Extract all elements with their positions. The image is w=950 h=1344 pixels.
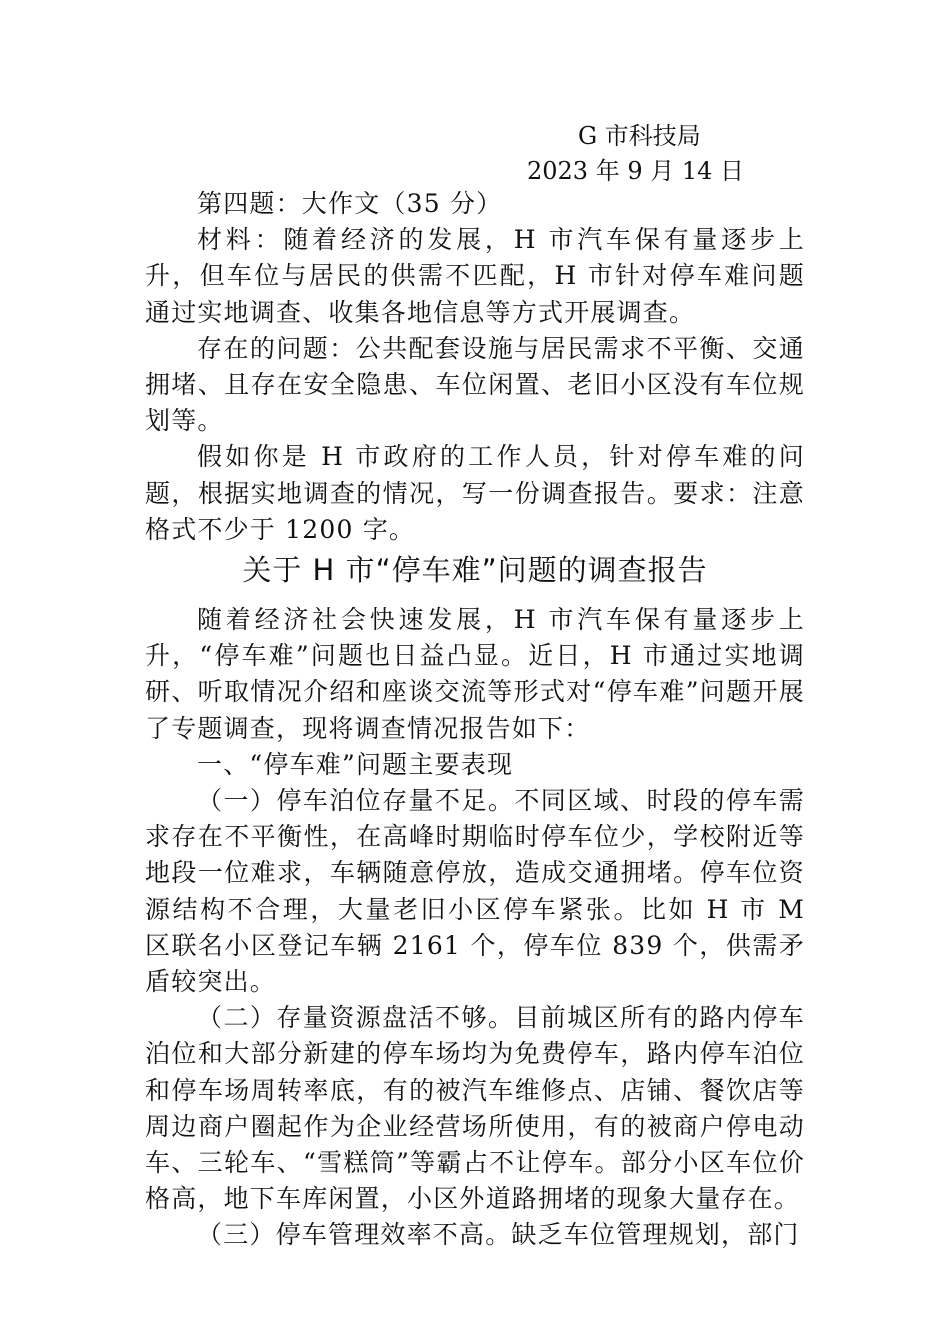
- question-heading: 第四题：大作文（35 分）: [197, 189, 503, 218]
- report-title: 关于 H 市“停车难”问题的调查报告: [242, 553, 708, 587]
- report-item-1: （一）停车泊位存量不足。不同区域、时段的停车需求存在不平衡性，在高峰时期临时停车位少，学校附近等地段一位难求，车辆随意停放，造成交通拥堵。停车位资源结构不合理，大量老旧小区停车紧张。比如 H 市 M 区联名小区登记车辆 2161 个，停车位 839 个，供需矛盾较突出。: [145, 786, 805, 997]
- report-body: [145, 602, 805, 1254]
- signature-date: 2023 年 9 月 14 日: [527, 157, 745, 185]
- question-problems: 存在的问题：公共配套设施与居民需求不平衡、交通拥堵、且存在安全隐患、车位闲置、老旧小区没有车位规划等。: [145, 333, 805, 436]
- report-item-3: （三）停车管理效率不高。缺乏车位管理规划，部门: [197, 1220, 800, 1250]
- question-task: 假如你是 H 市政府的工作人员，针对停车难的问题，根据实地调查的情况，写一份调查报告。要求：注意格式不少于 1200 字。: [145, 442, 805, 544]
- question-material: 材料：随着经济的发展，H 市汽车保有量逐步上升，但车位与居民的供需不匹配，H 市针对停车难问题通过实地调查、收集各地信息等方式开展调查。: [145, 225, 805, 327]
- report-intro: 随着经济社会快速发展，H 市汽车保有量逐步上升，“停车难”问题也日益凸显。近日，H 市通过实地调研、听取情况介绍和座谈交流等形式对“停车难”问题开展了专题调查，现将调查情况报告如下：: [145, 605, 805, 743]
- report-item-2: （二）存量资源盘活不够。目前城区所有的路内停车泊位和大部分新建的停车场均为免费停车，路内停车泊位和停车场周转率底，有的被汽车维修点、店铺、餐饮店等周边商户圈起作为企业经营场所使用，有的被商户停电动车、三轮车、“雪糕筒”等霸占不让停车。部分小区车位价格高，地下车库闲置，小区外道路拥堵的现象大量存在。: [145, 1003, 805, 1214]
- question-section: [145, 186, 805, 548]
- signature-organization: G 市科技局: [578, 122, 701, 150]
- section-heading: 一、“停车难”问题主要表现: [197, 749, 514, 779]
